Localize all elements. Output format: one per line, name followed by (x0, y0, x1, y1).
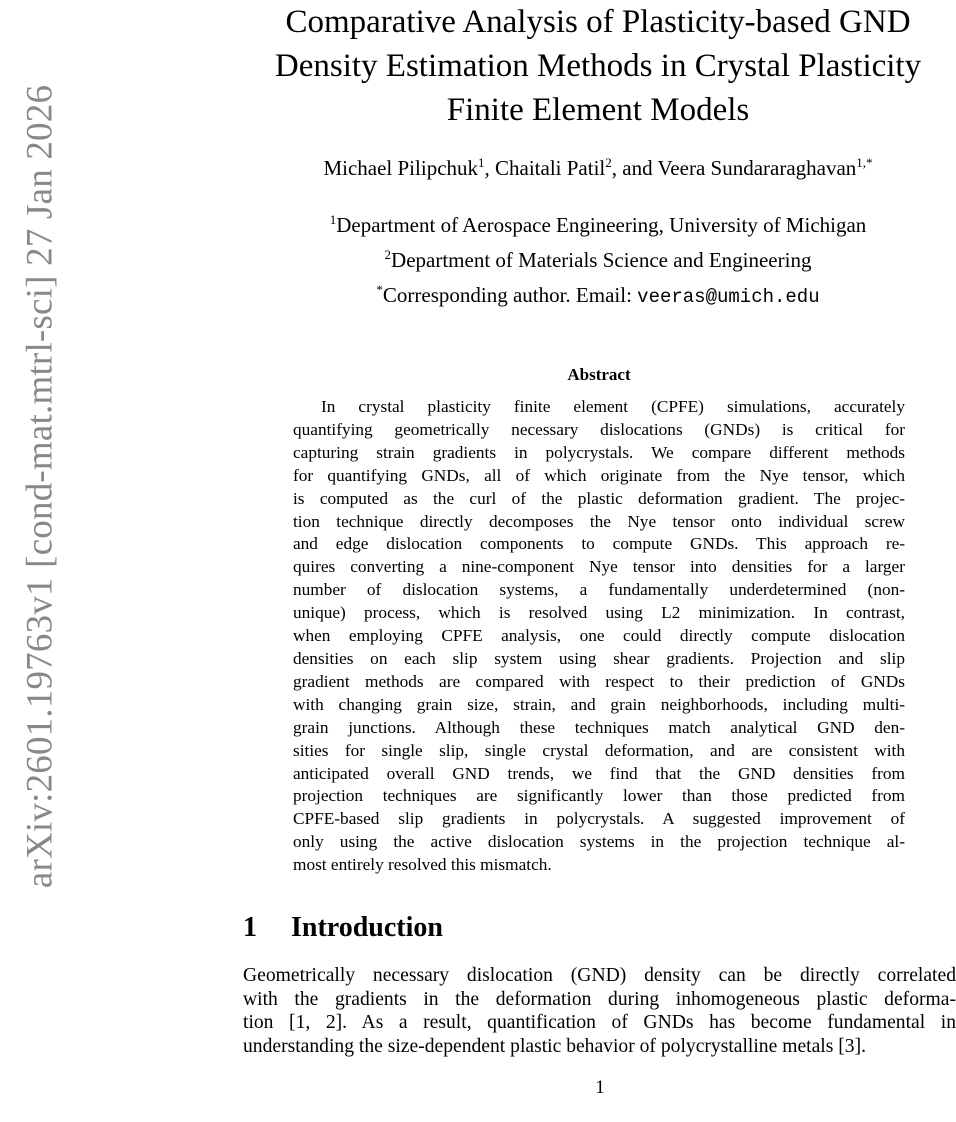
section-heading (243, 912, 443, 944)
introduction-body (243, 964, 956, 1058)
page-number: 1 (595, 1077, 605, 1098)
text-line: In crystal plasticity finite element (CPFE) simulations, accurately (321, 397, 905, 416)
affiliation-text: Department of Materials Science and Engineering (391, 248, 812, 272)
text-line: grain junctions. Although these techniques match analytical GND den- (293, 717, 905, 737)
separator: , and (611, 156, 658, 180)
corresponding-text: Corresponding author. Email: (382, 283, 638, 307)
title-line: Density Estimation Methods in Crystal Plasticity (274, 48, 922, 84)
affiliation-marker: 2 (384, 247, 392, 262)
text-line: projection techniques are significantly lower than those predicted from (293, 786, 905, 806)
text-line: with changing grain size, strain, and grain neighborhoods, including multi- (293, 694, 905, 714)
author-list (230, 155, 956, 181)
email-link[interactable]: veeras@umich.edu (637, 286, 820, 308)
text-line: densities on each slip system using shear gradients. Projection and slip (293, 648, 905, 668)
text-line: most entirely resolved this mismatch. (293, 855, 552, 875)
abstract-body (293, 396, 905, 877)
affiliation (230, 240, 956, 275)
abstract-heading: Abstract (567, 365, 631, 384)
affiliation-text: Department of Aerospace Engineering, University of Michigan (336, 213, 867, 237)
text-line: Geometrically necessary dislocation (GND) density can be directly correlated (243, 965, 956, 986)
text-line: when employing CPFE analysis, one could directly compute dislocation (293, 626, 905, 646)
text-line: quires converting a nine-component Nye tensor into densities for a larger (293, 557, 905, 577)
text-line: capturing strain gradients in polycrystals. We compare different methods (293, 442, 905, 462)
title-line: Comparative Analysis of Plasticity-based GND (285, 4, 911, 40)
affiliation-marker: 1 (478, 155, 485, 170)
text-line: CPFE-based slip gradients in polycrystals. A suggested improvement of (293, 809, 905, 829)
section-number: 1 (243, 912, 257, 943)
affiliation-marker: 2 (605, 155, 612, 170)
author: Michael Pilipchuk (323, 156, 479, 180)
author: Veera Sundararaghavan (657, 156, 857, 180)
paper-title (230, 0, 956, 132)
author: Chaitali Patil (495, 156, 606, 180)
text-line: quantifying geometrically necessary dislocations (GNDs) is critical for (293, 419, 905, 439)
corresponding-marker: * (376, 282, 383, 297)
title-line: Finite Element Models (446, 92, 750, 128)
affiliation-marker: 1 (329, 212, 337, 227)
corresponding-author (230, 275, 956, 312)
separator: , (484, 156, 496, 180)
arxiv-stamp: arXiv:2601.19763v1 [cond-mat.mtrl-sci] 27 Jan 2026 (19, 84, 61, 889)
text-line: unique) process, which is resolved using L2 minimization. In contrast, (293, 603, 905, 623)
text-line: and edge dislocation components to compute GNDs. This approach re- (293, 534, 905, 554)
text-line: tion [1, 2]. As a result, quantification of GNDs has become fundamental in (243, 1012, 956, 1034)
affiliations (230, 205, 956, 312)
text-line: tion technique directly decomposes the Nye tensor onto individual screw (293, 511, 905, 531)
affiliation-marker: 1,* (856, 155, 873, 170)
text-line: gradient methods are compared with respect to their prediction of GNDs (293, 671, 905, 691)
text-line: with the gradients in the deformation during inhomogeneous plastic deforma- (243, 988, 956, 1010)
text-line: only using the active dislocation systems in the projection technique al- (293, 832, 905, 852)
text-line: number of dislocation systems, a fundamentally underdetermined (non- (293, 580, 905, 600)
text-line: for quantifying GNDs, all of which originate from the Nye tensor, which (293, 465, 905, 485)
section-title: Introduction (291, 912, 443, 943)
text-line: understanding the size-dependent plastic behavior of polycrystalline metals [3]. (243, 1035, 866, 1057)
text-line: anticipated overall GND trends, we find that the GND densities from (293, 763, 905, 783)
text-line: is computed as the curl of the plastic deformation gradient. The projec- (293, 488, 905, 508)
affiliation (230, 205, 956, 240)
text-line: sities for single slip, single crystal deformation, and are consistent with (293, 740, 905, 760)
